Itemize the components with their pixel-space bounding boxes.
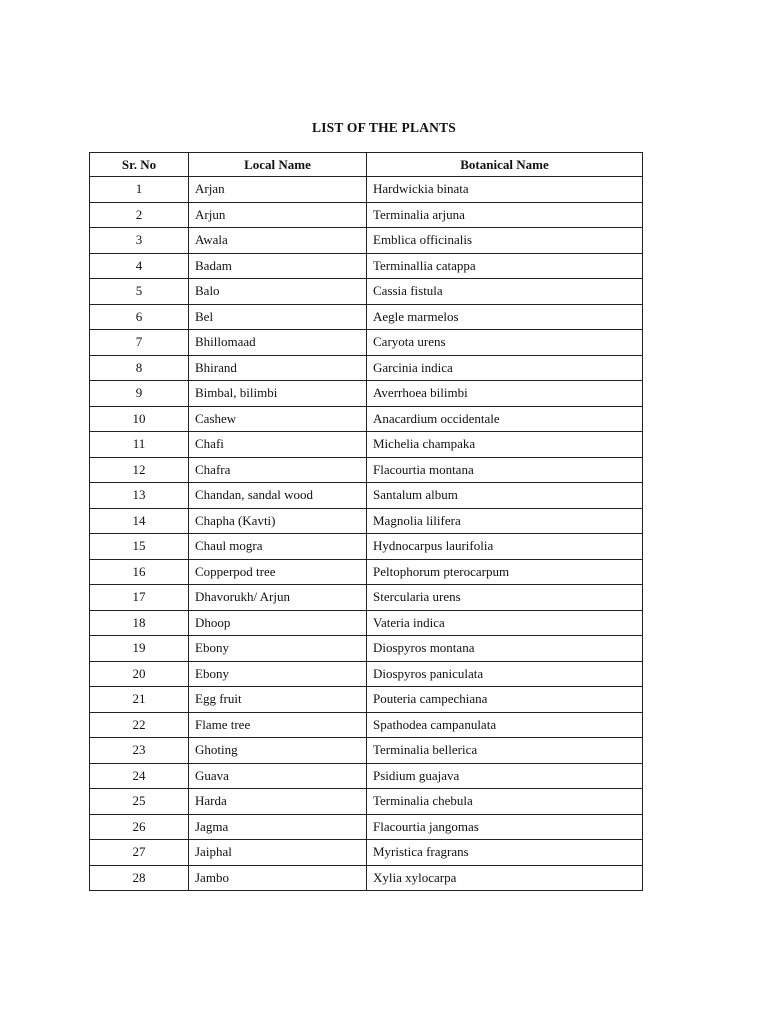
- local-name-cell: Badam: [189, 253, 367, 279]
- table-row: [90, 763, 643, 789]
- local-name-cell: Arjan: [189, 177, 367, 203]
- table-row: [90, 814, 643, 840]
- sr-no-cell: 25: [90, 789, 189, 815]
- sr-no-cell: 1: [90, 177, 189, 203]
- local-name-cell: Egg fruit: [189, 687, 367, 713]
- botanical-name-cell: Averrhoea bilimbi: [367, 381, 643, 407]
- botanical-name-cell: Diospyros montana: [367, 636, 643, 662]
- botanical-name-cell: Michelia champaka: [367, 432, 643, 458]
- sr-no-cell: 3: [90, 228, 189, 254]
- local-name-cell: Jaiphal: [189, 840, 367, 866]
- local-name-cell: Chafi: [189, 432, 367, 458]
- botanical-name-cell: Pouteria campechiana: [367, 687, 643, 713]
- botanical-name-cell: Terminalia bellerica: [367, 738, 643, 764]
- table-row: [90, 432, 643, 458]
- sr-no-cell: 5: [90, 279, 189, 305]
- botanical-name-cell: Aegle marmelos: [367, 304, 643, 330]
- local-name-cell: Balo: [189, 279, 367, 305]
- sr-no-cell: 7: [90, 330, 189, 356]
- table-row: [90, 559, 643, 585]
- botanical-name-cell: Garcinia indica: [367, 355, 643, 381]
- table-row: [90, 508, 643, 534]
- table-row: [90, 177, 643, 203]
- sr-no-cell: 24: [90, 763, 189, 789]
- local-name-cell: Copperpod tree: [189, 559, 367, 585]
- sr-no-cell: 20: [90, 661, 189, 687]
- botanical-name-cell: Hardwickia binata: [367, 177, 643, 203]
- local-name-cell: Bimbal, bilimbi: [189, 381, 367, 407]
- table-row: [90, 457, 643, 483]
- table-row: [90, 789, 643, 815]
- table-row: [90, 483, 643, 509]
- botanical-name-cell: Emblica officinalis: [367, 228, 643, 254]
- local-name-cell: Bel: [189, 304, 367, 330]
- sr-no-cell: 22: [90, 712, 189, 738]
- local-name-cell: Bhirand: [189, 355, 367, 381]
- local-name-cell: Cashew: [189, 406, 367, 432]
- sr-no-cell: 14: [90, 508, 189, 534]
- local-name-cell: Chapha (Kavti): [189, 508, 367, 534]
- local-name-cell: Jambo: [189, 865, 367, 891]
- table-row: [90, 406, 643, 432]
- botanical-name-cell: Vateria indica: [367, 610, 643, 636]
- botanical-name-cell: Myristica fragrans: [367, 840, 643, 866]
- local-name-cell: Arjun: [189, 202, 367, 228]
- sr-no-cell: 27: [90, 840, 189, 866]
- local-name-cell: Guava: [189, 763, 367, 789]
- table-row: [90, 840, 643, 866]
- botanical-name-cell: Flacourtia jangomas: [367, 814, 643, 840]
- table-row: [90, 304, 643, 330]
- page-title: LIST OF THE PLANTS: [311, 120, 457, 135]
- table-row: [90, 330, 643, 356]
- botanical-name-cell: Magnolia lilifera: [367, 508, 643, 534]
- table-row: [90, 610, 643, 636]
- table-row: [90, 279, 643, 305]
- botanical-name-cell: Caryota urens: [367, 330, 643, 356]
- botanical-name-cell: Santalum album: [367, 483, 643, 509]
- local-name-cell: Bhillomaad: [189, 330, 367, 356]
- table-row: [90, 202, 643, 228]
- header-local-name: Local Name: [189, 153, 367, 177]
- table-row: [90, 661, 643, 687]
- sr-no-cell: 17: [90, 585, 189, 611]
- local-name-cell: Harda: [189, 789, 367, 815]
- table-row: [90, 253, 643, 279]
- table-row: [90, 865, 643, 891]
- sr-no-cell: 8: [90, 355, 189, 381]
- sr-no-cell: 16: [90, 559, 189, 585]
- sr-no-cell: 10: [90, 406, 189, 432]
- sr-no-cell: 2: [90, 202, 189, 228]
- local-name-cell: Chafra: [189, 457, 367, 483]
- botanical-name-cell: Terminalia chebula: [367, 789, 643, 815]
- local-name-cell: Awala: [189, 228, 367, 254]
- sr-no-cell: 19: [90, 636, 189, 662]
- local-name-cell: Dhoop: [189, 610, 367, 636]
- table-header-row: [90, 153, 643, 177]
- botanical-name-cell: Terminallia catappa: [367, 253, 643, 279]
- table-row: [90, 712, 643, 738]
- local-name-cell: Ebony: [189, 636, 367, 662]
- sr-no-cell: 12: [90, 457, 189, 483]
- botanical-name-cell: Diospyros paniculata: [367, 661, 643, 687]
- botanical-name-cell: Stercularia urens: [367, 585, 643, 611]
- table-row: [90, 534, 643, 560]
- botanical-name-cell: Anacardium occidentale: [367, 406, 643, 432]
- table-row: [90, 381, 643, 407]
- plants-table: [89, 152, 643, 891]
- sr-no-cell: 13: [90, 483, 189, 509]
- sr-no-cell: 18: [90, 610, 189, 636]
- table-row: [90, 738, 643, 764]
- botanical-name-cell: Terminalia arjuna: [367, 202, 643, 228]
- local-name-cell: Ghoting: [189, 738, 367, 764]
- sr-no-cell: 11: [90, 432, 189, 458]
- local-name-cell: Ebony: [189, 661, 367, 687]
- botanical-name-cell: Cassia fistula: [367, 279, 643, 305]
- botanical-name-cell: Flacourtia montana: [367, 457, 643, 483]
- table-row: [90, 585, 643, 611]
- table-row: [90, 636, 643, 662]
- botanical-name-cell: Hydnocarpus laurifolia: [367, 534, 643, 560]
- botanical-name-cell: Xylia xylocarpa: [367, 865, 643, 891]
- sr-no-cell: 23: [90, 738, 189, 764]
- header-sr-no: Sr. No: [90, 153, 189, 177]
- local-name-cell: Flame tree: [189, 712, 367, 738]
- botanical-name-cell: Peltophorum pterocarpum: [367, 559, 643, 585]
- sr-no-cell: 28: [90, 865, 189, 891]
- table-row: [90, 228, 643, 254]
- sr-no-cell: 6: [90, 304, 189, 330]
- local-name-cell: Jagma: [189, 814, 367, 840]
- botanical-name-cell: Psidium guajava: [367, 763, 643, 789]
- sr-no-cell: 15: [90, 534, 189, 560]
- sr-no-cell: 9: [90, 381, 189, 407]
- table-row: [90, 355, 643, 381]
- local-name-cell: Dhavorukh/ Arjun: [189, 585, 367, 611]
- sr-no-cell: 21: [90, 687, 189, 713]
- header-botanical-name: Botanical Name: [367, 153, 643, 177]
- botanical-name-cell: Spathodea campanulata: [367, 712, 643, 738]
- local-name-cell: Chaul mogra: [189, 534, 367, 560]
- table-row: [90, 687, 643, 713]
- sr-no-cell: 4: [90, 253, 189, 279]
- local-name-cell: Chandan, sandal wood: [189, 483, 367, 509]
- sr-no-cell: 26: [90, 814, 189, 840]
